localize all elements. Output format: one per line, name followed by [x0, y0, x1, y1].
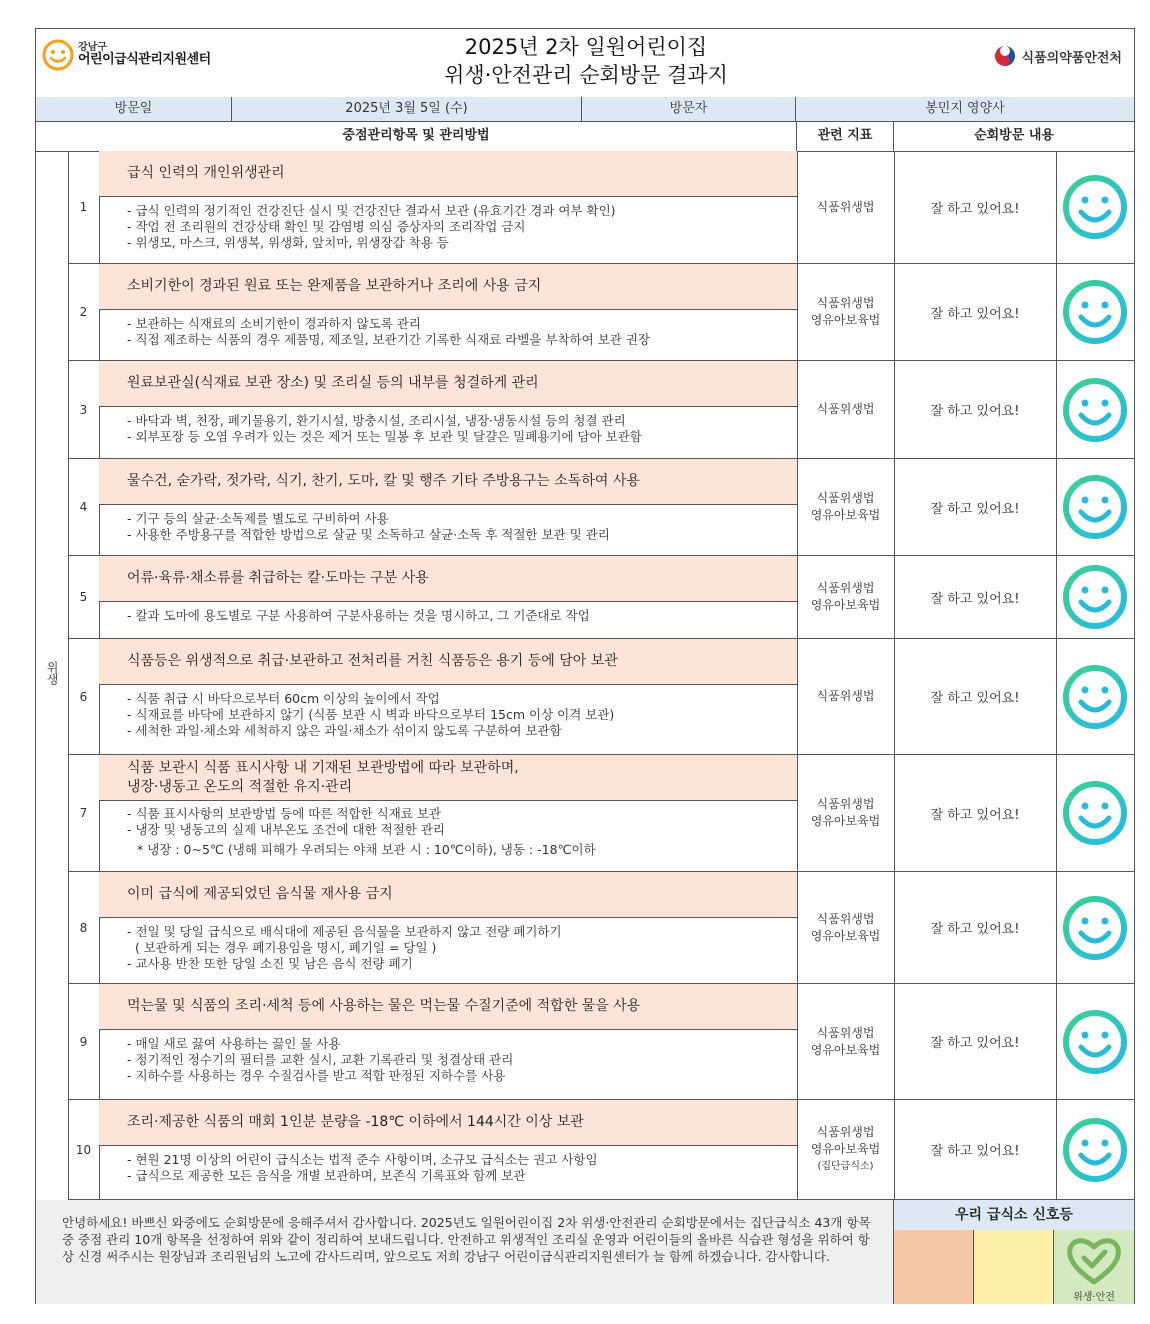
law-name: 식품위생법: [816, 402, 875, 416]
item-detail: - 식품 취급 시 바닥으로부터 60cm 이상의 높이에서 작업: [127, 691, 440, 706]
item-title: 먹는물 및 식품의 조리·세척 등에 사용하는 물은 먹는물 수질기준에 적합한 물을 사용: [99, 984, 797, 1030]
result-text: 잘 하고 있어요!: [894, 361, 1057, 458]
item-detail: - 바닥과 벽, 천장, 폐기물용기, 환기시설, 방충시설, 조리시설, 냉장·냉동시설 등의 청결 관리: [127, 413, 626, 428]
signal-red-light: [894, 1230, 974, 1304]
row-number: 7: [68, 755, 100, 871]
item-detail: - 급식 인력의 정기적인 건강진단 실시 및 건강진단 결과서 보관 (유효기간 경과 여부 확인): [127, 203, 616, 218]
row-number: 3: [68, 361, 100, 458]
item-title: 원료보관실(식재료 보관 장소) 및 조리실 등의 내부를 청결하게 관리: [99, 361, 797, 407]
item-detail: - 작업 전 조리원의 건강상태 확인 및 감염병 의심 증상자의 조리작업 금지: [127, 219, 526, 234]
item-title: 조리·제공한 식품의 매회 1인분 분량을 -18℃ 이하에서 144시간 이상 보관: [99, 1100, 797, 1146]
row-number: 5: [68, 556, 100, 638]
law-name: 영유아보육법: [810, 598, 881, 612]
row-number: 8: [68, 872, 100, 983]
table-row: [68, 361, 1134, 459]
row-number: 10: [68, 1100, 100, 1199]
smiley-face-icon: [1056, 1100, 1134, 1199]
law-name: 식품위생법: [816, 1025, 875, 1040]
document-header: [36, 29, 1134, 98]
col-items: 중점관리항목 및 관리방법: [36, 121, 797, 151]
table-row: [68, 151, 1134, 264]
result-text: 잘 하고 있어요!: [894, 556, 1057, 638]
item-title-line-1: 식품 보관시 식품 표시사항 내 기재된 보관방법에 따라 보관하며,: [127, 759, 519, 776]
item-detail: - 전일 및 당일 급식으로 배식대에 제공된 음식물을 보관하지 않고 전량 폐기하기: [127, 924, 562, 939]
row-number: 9: [68, 984, 100, 1099]
table-row: [68, 459, 1134, 556]
result-text: 잘 하고 있어요!: [894, 639, 1057, 754]
item-detail: - 현원 21명 이상의 어린이 급식소는 법적 준수 사항이며, 소규모 급식소는 권고 사항임: [127, 1152, 598, 1167]
signal-label: 위생·안전: [1073, 1292, 1115, 1303]
col-law: 관련 지표: [797, 121, 894, 151]
signal-yellow-light: [974, 1230, 1054, 1304]
smiley-face-icon: [1056, 556, 1134, 638]
item-title: 어류·육류·채소류를 취급하는 칼·도마는 구분 사용: [99, 556, 797, 602]
smiley-face-icon: [1056, 984, 1134, 1099]
title-line-2: 위생·안전관리 순회방문 결과지: [444, 63, 728, 87]
ministry-name: 식품의약품안전처: [1021, 50, 1122, 66]
item-detail: - 칼과 도마에 용도별로 구분 사용하여 구분사용하는 것을 명시하고, 그 기준대로 작업: [127, 608, 590, 623]
row-number: 2: [68, 264, 100, 360]
thank-you-message: 안녕하세요! 바쁘신 와중에도 순회방문에 응해주셔서 감사합니다. 2025년도 일원어린이집 2차 위생·안전관리 순회방문에서는 집단급식소 43개 항목 중 중점 관리 10개 항목을 선정하여 위와 같이 정리하여 보내드립니다. 안전하고 위생적인 조리실 운영과 어린이들의 올바른 식습관 형성을 위하여 항상 신경 써주시는 원장님과 조리원님의 노고에 감사드리며, 앞으로도 저희 강남구 어린이급식관리지원센터가 늘 함께 하겠습니다. 감사합니다.: [36, 1200, 894, 1304]
item-title: 이미 급식에 제공되었던 음식물 재사용 금지: [99, 872, 797, 918]
table-row: [68, 872, 1134, 984]
visit-info-row: [36, 97, 1134, 122]
item-detail: - 기구 등의 살균·소독제를 별도로 구비하여 사용: [127, 511, 389, 526]
law-name: 영유아보육법: [810, 928, 881, 943]
item-title: [99, 755, 797, 801]
item-title: 식품등은 위생적으로 취급·보관하고 전처리를 거친 식품등은 용기 등에 담아 보관: [99, 639, 797, 685]
law-name: 식품위생법: [816, 1125, 875, 1139]
item-detail: ( 보관하게 되는 경우 폐기용임을 명시, 폐기일 = 당일 ): [127, 940, 437, 955]
item-detail: - 식품 표시사항의 보관방법 등에 따른 적합한 식재료 보관: [127, 806, 442, 821]
law-name: 식품위생법: [816, 797, 875, 811]
item-detail-note: * 냉장 : 0~5℃ (냉해 피해가 우려되는 야채 보관 시 : 10℃이하), 냉동 : -18℃이하: [137, 842, 596, 857]
result-text: 잘 하고 있어요!: [894, 459, 1057, 555]
visit-date-label: 방문일: [36, 97, 232, 121]
law-name: 식품위생법: [816, 581, 875, 595]
law-name: 영유아보육법: [810, 313, 881, 327]
law-note: (집단급식소): [817, 1161, 874, 1172]
item-detail: - 냉장 및 냉동고의 실제 내부온도 조건에 대한 적절한 관리: [127, 822, 445, 837]
item-title-line-2: 냉장·냉동고 온도의 적절한 유지·관리: [127, 778, 353, 795]
law-name: 식품위생법: [816, 199, 875, 214]
item-detail: - 급식으로 제공한 모든 음식을 개별 보관하며, 보존식 기록표와 함께 보관: [127, 1168, 526, 1183]
col-result: 순회방문 내용: [974, 128, 1054, 143]
result-text: 잘 하고 있어요!: [894, 151, 1057, 263]
category-column: [36, 151, 69, 1200]
title-line-1: 2025년 2차 일원어린이집: [464, 35, 708, 59]
center-logo: [42, 39, 211, 71]
item-detail: - 지하수를 사용하는 경우 수질검사를 받고 적합 판정된 지하수를 사용: [127, 1068, 506, 1083]
item-title: 급식 인력의 개인위생관리: [99, 151, 797, 197]
item-detail: - 식재료를 바닥에 보관하지 않기 (식품 보관 시 벽과 바닥으로부터 15cm 이상 이격 보관): [127, 707, 615, 722]
result-text: 잘 하고 있어요!: [894, 264, 1057, 360]
row-number: 6: [68, 639, 100, 754]
law-name: 영유아보육법: [810, 1042, 881, 1057]
law-name: 영유아보육법: [810, 814, 881, 828]
smiley-face-icon: [1056, 872, 1134, 983]
smiley-face-icon: [1056, 755, 1134, 871]
item-title: 물수건, 숟가락, 젓가락, 식기, 찬기, 도마, 칼 및 행주 기타 주방용구는 소독하여 사용: [99, 459, 797, 505]
result-text: 잘 하고 있어요!: [894, 984, 1057, 1099]
result-text: 잘 하고 있어요!: [894, 872, 1057, 983]
row-number: 1: [68, 151, 100, 263]
item-detail: - 정기적인 정수기의 필터를 교환 실시, 교환 기록관리 및 청결상태 관리: [127, 1052, 514, 1067]
smiley-face-icon: [1056, 361, 1134, 458]
law-name: 식품위생법: [816, 911, 875, 926]
category-label: 위생: [45, 661, 59, 685]
item-detail: - 사용한 주방용구를 적합한 방법으로 살균 및 소독하고 살균·소독 후 적절한 보관 및 관리: [127, 527, 610, 542]
table-row: [68, 1100, 1134, 1200]
org-name: 어린이급식관리지원센터: [78, 52, 211, 68]
table-row: [68, 264, 1134, 361]
visitor-value: 봉민지 영양사: [925, 101, 1005, 116]
result-text: 잘 하고 있어요!: [894, 755, 1057, 871]
heart-check-icon: [1064, 1234, 1124, 1286]
law-name: 식품위생법: [816, 491, 875, 505]
result-text: 잘 하고 있어요!: [894, 1100, 1057, 1199]
table-row: [68, 639, 1134, 755]
document-title: [336, 33, 836, 89]
org-district: 강남구: [78, 41, 107, 53]
table-row: [68, 755, 1134, 872]
visitor-label: 방문자: [582, 97, 796, 121]
item-detail: - 보관하는 식재료의 소비기한이 경과하지 않도록 관리: [127, 316, 422, 331]
smiley-face-icon: [1056, 151, 1134, 263]
law-name: 식품위생법: [816, 689, 875, 703]
law-name: 식품위생법: [816, 296, 875, 310]
ministry-logo: [994, 45, 1122, 67]
smile-logo-icon: [42, 39, 74, 71]
item-detail: - 위생모, 마스크, 위생복, 위생화, 앞치마, 위생장갑 착용 등: [127, 235, 449, 250]
table-row: [68, 984, 1134, 1100]
item-title: 소비기한이 경과된 원료 또는 완제품을 보관하거나 조리에 사용 금지: [99, 264, 797, 310]
table-row: [68, 556, 1134, 639]
law-name: 영유아보육법: [810, 1142, 881, 1156]
law-name: 영유아보육법: [810, 508, 881, 522]
item-detail: - 직접 제조하는 식품의 경우 제품명, 제조일, 보관기간 기록한 식재료 라벨을 부착하여 보관 권장: [127, 332, 650, 347]
visit-date-value: 2025년 3월 5일 (수): [232, 97, 582, 121]
signal-green-light: [1054, 1230, 1134, 1304]
result-sheet: [35, 28, 1135, 1304]
smiley-face-icon: [1056, 264, 1134, 360]
item-detail: - 세척한 과일·채소와 세척하지 않은 과일·채소가 섞이지 않도록 구분하여 보관함: [127, 723, 562, 738]
column-header-row: [36, 121, 1134, 152]
taegeuk-icon: [994, 45, 1016, 67]
item-detail: - 외부포장 등 오염 우려가 있는 것은 제거 또는 밀봉 후 보관 및 달걀은 밀폐용기에 담아 보관함: [127, 429, 642, 444]
smiley-face-icon: [1056, 639, 1134, 754]
item-detail: - 교사용 반찬 또한 당일 소진 및 남은 음식 전량 폐기: [127, 956, 413, 971]
smiley-face-icon: [1056, 459, 1134, 555]
row-number: 4: [68, 459, 100, 555]
item-detail: - 매일 새로 끓여 사용하는 끓인 물 사용: [127, 1036, 341, 1051]
signal-title: 우리 급식소 신호등: [894, 1200, 1134, 1231]
